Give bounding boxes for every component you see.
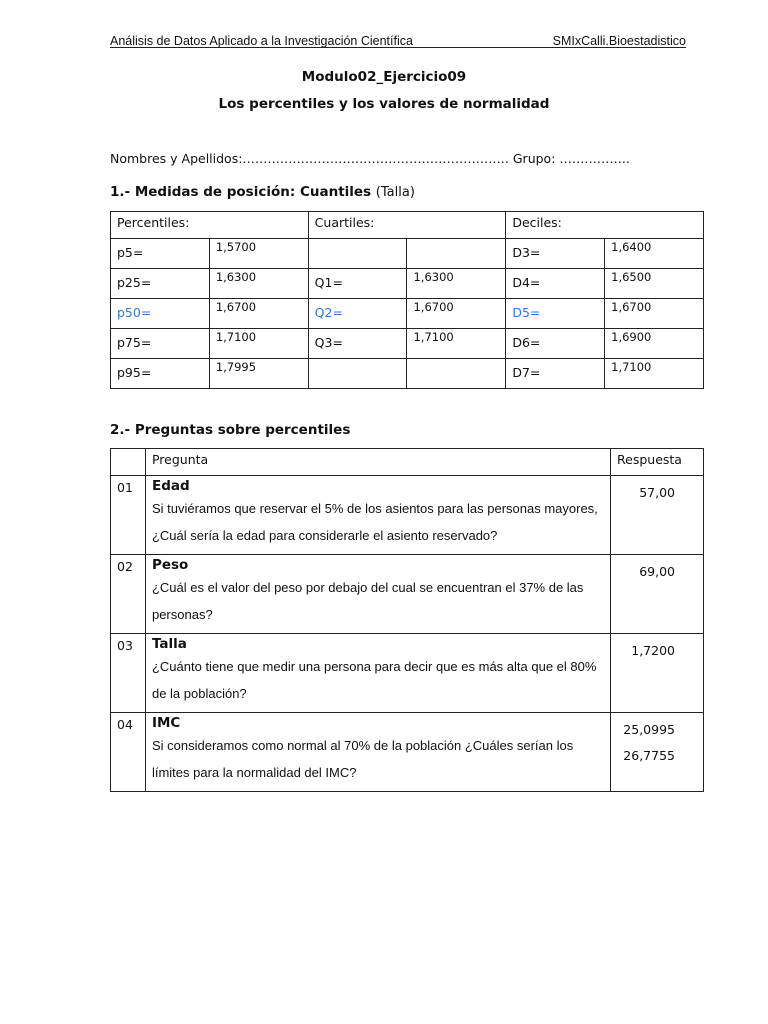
pregunta-title: IMC [151, 715, 181, 731]
label-p: p95= [111, 359, 210, 389]
pregunta-row [111, 476, 704, 555]
cuantiles-row [111, 329, 704, 359]
pregunta-text: ¿Cuánto tiene que medir una persona para decir que es más alta que el 80% de la población? [151, 659, 597, 701]
document-title: Modulo02_Ejercicio09 [301, 69, 467, 85]
label-d: D4= [506, 269, 605, 299]
value-pv: 1,6700 [209, 299, 308, 329]
label-p: p50= [111, 299, 210, 329]
value-dv: 1,6400 [605, 239, 704, 269]
label-p: p75= [111, 329, 210, 359]
header-course-title: Análisis de Datos Aplicado a la Investigación Científica [110, 34, 413, 48]
pregunta-cell [145, 476, 610, 555]
preguntas-header-row [111, 449, 704, 476]
pregunta-row [111, 555, 704, 634]
pregunta-number: 01 [111, 476, 146, 555]
page-header [110, 34, 686, 48]
header-brand: SMIxCalli.Bioestadistico [552, 34, 686, 48]
value-dv: 1,7100 [605, 359, 704, 389]
respuesta-value: 1,7200 [631, 643, 675, 658]
pregunta-number: 04 [111, 713, 146, 792]
header-percentiles: Percentiles: [111, 212, 309, 239]
label-q [308, 359, 407, 389]
respuesta-value: 25,0995 [623, 722, 675, 737]
pregunta-cell [145, 634, 610, 713]
pregunta-title: Talla [151, 636, 187, 652]
value-pv: 1,5700 [209, 239, 308, 269]
cuantiles-row [111, 239, 704, 269]
names-group-line: Nombres y Apellidos:………………………………………………………. Grupo: …………….. [110, 151, 630, 166]
header-respuesta: Respuesta [611, 449, 704, 476]
pregunta-number: 02 [111, 555, 146, 634]
label-d: D5= [506, 299, 605, 329]
header-underline [110, 47, 686, 48]
pregunta-title: Peso [151, 557, 189, 573]
label-q: Q1= [308, 269, 407, 299]
value-qv: 1,6300 [407, 269, 506, 299]
document-subtitle: Los percentiles y los valores de normalidad [218, 96, 550, 112]
header-pregunta: Pregunta [145, 449, 610, 476]
respuesta-value-2: 26,7755 [623, 748, 675, 763]
value-dv: 1,6500 [605, 269, 704, 299]
pregunta-cell [145, 555, 610, 634]
respuesta-value: 69,00 [639, 564, 675, 579]
value-dv: 1,6900 [605, 329, 704, 359]
respuesta-cell [611, 634, 704, 713]
preguntas-table [110, 448, 704, 792]
pregunta-cell [145, 713, 610, 792]
pregunta-row [111, 713, 704, 792]
value-qv: 1,6700 [407, 299, 506, 329]
value-pv: 1,7995 [209, 359, 308, 389]
respuesta-cell [611, 476, 704, 555]
cuantiles-table [110, 211, 704, 389]
value-qv: 1,7100 [407, 329, 506, 359]
label-p: p5= [111, 239, 210, 269]
label-p: p25= [111, 269, 210, 299]
label-d: D6= [506, 329, 605, 359]
header-deciles: Deciles: [506, 212, 704, 239]
pregunta-number: 03 [111, 634, 146, 713]
pregunta-title: Edad [151, 478, 190, 494]
label-d: D7= [506, 359, 605, 389]
section-1-heading [110, 184, 415, 200]
value-pv: 1,6300 [209, 269, 308, 299]
respuesta-cell [611, 555, 704, 634]
cuantiles-row [111, 359, 704, 389]
value-qv [407, 359, 506, 389]
label-q: Q2= [308, 299, 407, 329]
cuantiles-row [111, 299, 704, 329]
pregunta-row [111, 634, 704, 713]
pregunta-text: ¿Cuál es el valor del peso por debajo del cual se encuentran el 37% de las personas? [151, 580, 584, 622]
pregunta-text: Si tuviéramos que reservar el 5% de los asientos para las personas mayores, ¿Cuál sería la edad para considerarle el asiento reservado? [151, 501, 598, 543]
label-q [308, 239, 407, 269]
section-1-note: (Talla) [375, 185, 415, 200]
cuantiles-header-row [111, 212, 704, 239]
pregunta-text: Si consideramos como normal al 70% de la población ¿Cuáles serían los límites para la normalidad del IMC? [151, 738, 574, 780]
label-q: Q3= [308, 329, 407, 359]
section-1-title: 1.- Medidas de posición: Cuantiles [110, 184, 372, 200]
header-num [111, 449, 146, 476]
cuantiles-row [111, 269, 704, 299]
respuesta-cell [611, 713, 704, 792]
value-pv: 1,7100 [209, 329, 308, 359]
header-cuartiles: Cuartiles: [308, 212, 506, 239]
value-dv: 1,6700 [605, 299, 704, 329]
label-d: D3= [506, 239, 605, 269]
respuesta-value: 57,00 [639, 485, 675, 500]
section-2-heading: 2.- Preguntas sobre percentiles [110, 422, 351, 438]
value-qv [407, 239, 506, 269]
